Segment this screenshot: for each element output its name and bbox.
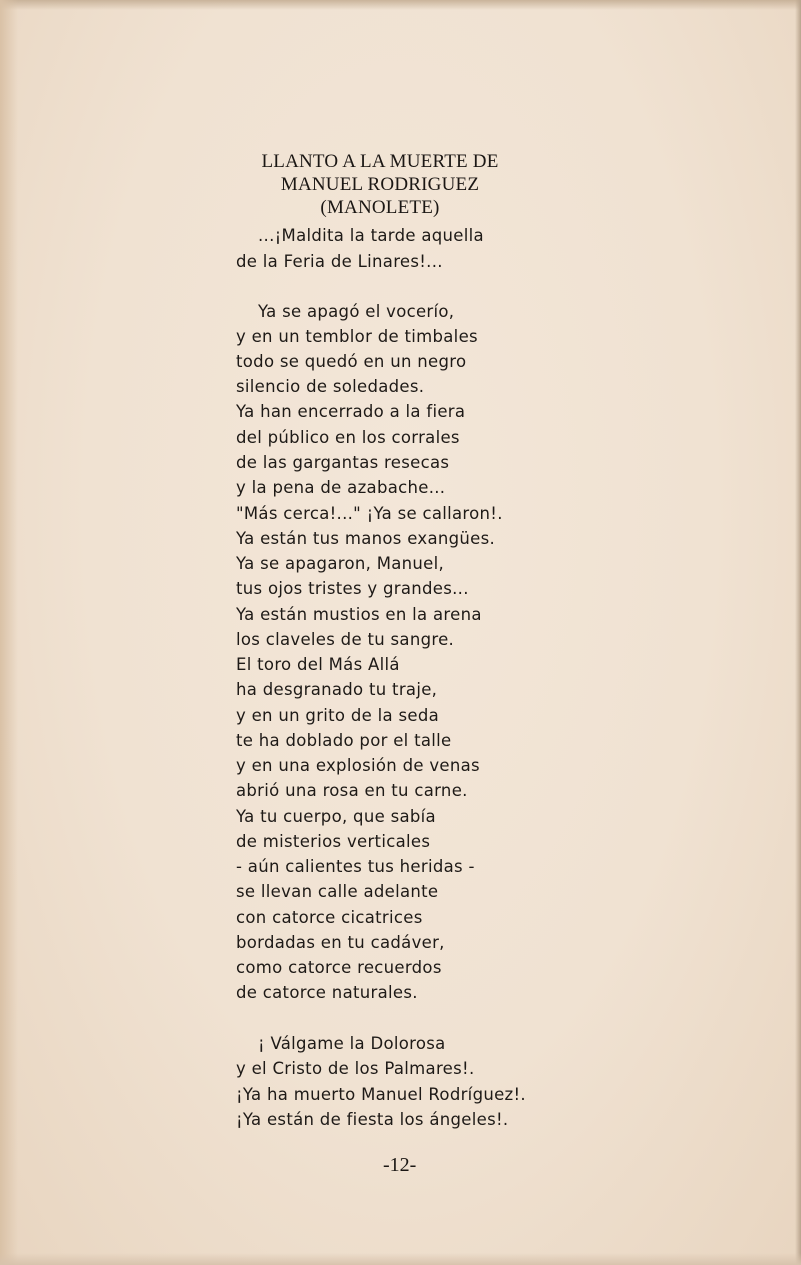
page-left-edge xyxy=(0,0,18,1265)
verse-line: "Más cerca!..." ¡Ya se callaron!. xyxy=(236,504,503,523)
verse-line: bordadas en tu cadáver, xyxy=(236,933,445,952)
title-line: (MANOLETE) xyxy=(320,197,440,218)
verse-line: abrió una rosa en tu carne. xyxy=(236,781,468,800)
verse-line: Ya se apagaron, Manuel, xyxy=(236,554,445,573)
verse-line: y en una explosión de venas xyxy=(236,756,480,775)
verse-line: como catorce recuerdos xyxy=(236,958,442,977)
verse-line: Ya han encerrado a la fiera xyxy=(236,402,466,421)
verse-line: con catorce cicatrices xyxy=(236,908,423,927)
verse-line: Ya se apagó el vocerío, xyxy=(258,302,455,321)
epigraph-line: ...¡Maldita la tarde aquella xyxy=(258,226,484,245)
verse-line: los claveles de tu sangre. xyxy=(236,630,455,649)
verse-line: y en un grito de la seda xyxy=(236,706,440,725)
verse-line: ¡Ya están de fiesta los ángeles!. xyxy=(236,1110,509,1129)
poem-title xyxy=(200,150,560,219)
verse-line: Ya tu cuerpo, que sabía xyxy=(236,807,436,826)
verse-line: de misterios verticales xyxy=(236,832,431,851)
verse-line: ha desgranado tu traje, xyxy=(236,680,438,699)
page-bottom-edge xyxy=(0,1253,801,1265)
verse-line: todo se quedó en un negro xyxy=(236,352,467,371)
verse-line: de catorce naturales. xyxy=(236,983,418,1002)
epigraph-line: de la Feria de Linares!... xyxy=(236,252,443,271)
verse-line: de las gargantas resecas xyxy=(236,453,450,472)
verse-line: El toro del Más Allá xyxy=(236,655,400,674)
verse-line: Ya están mustios en la arena xyxy=(236,605,482,624)
page-right-edge xyxy=(795,0,801,1265)
verse-line: del público en los corrales xyxy=(236,428,460,447)
verse-line: te ha doblado por el talle xyxy=(236,731,452,750)
title-line: MANUEL RODRIGUEZ xyxy=(280,174,480,195)
verse-line: ¡Ya ha muerto Manuel Rodríguez!. xyxy=(236,1085,526,1104)
verse-line: y el Cristo de los Palmares!. xyxy=(236,1059,475,1078)
verse-line: - aún calientes tus heridas - xyxy=(236,857,475,876)
verse-line: Ya están tus manos exangües. xyxy=(236,529,496,548)
verse-line: y en un temblor de timbales xyxy=(236,327,478,346)
verse-line: silencio de soledades. xyxy=(236,377,425,396)
page-number: -12- xyxy=(383,1154,417,1176)
title-line: LLANTO A LA MUERTE DE xyxy=(261,151,499,172)
verse-line: ¡ Válgame la Dolorosa xyxy=(258,1034,446,1053)
verse-line: y la pena de azabache... xyxy=(236,478,446,497)
verse-line: se llevan calle adelante xyxy=(236,882,439,901)
page-top-edge xyxy=(0,0,801,10)
verse-line: tus ojos tristes y grandes... xyxy=(236,579,469,598)
